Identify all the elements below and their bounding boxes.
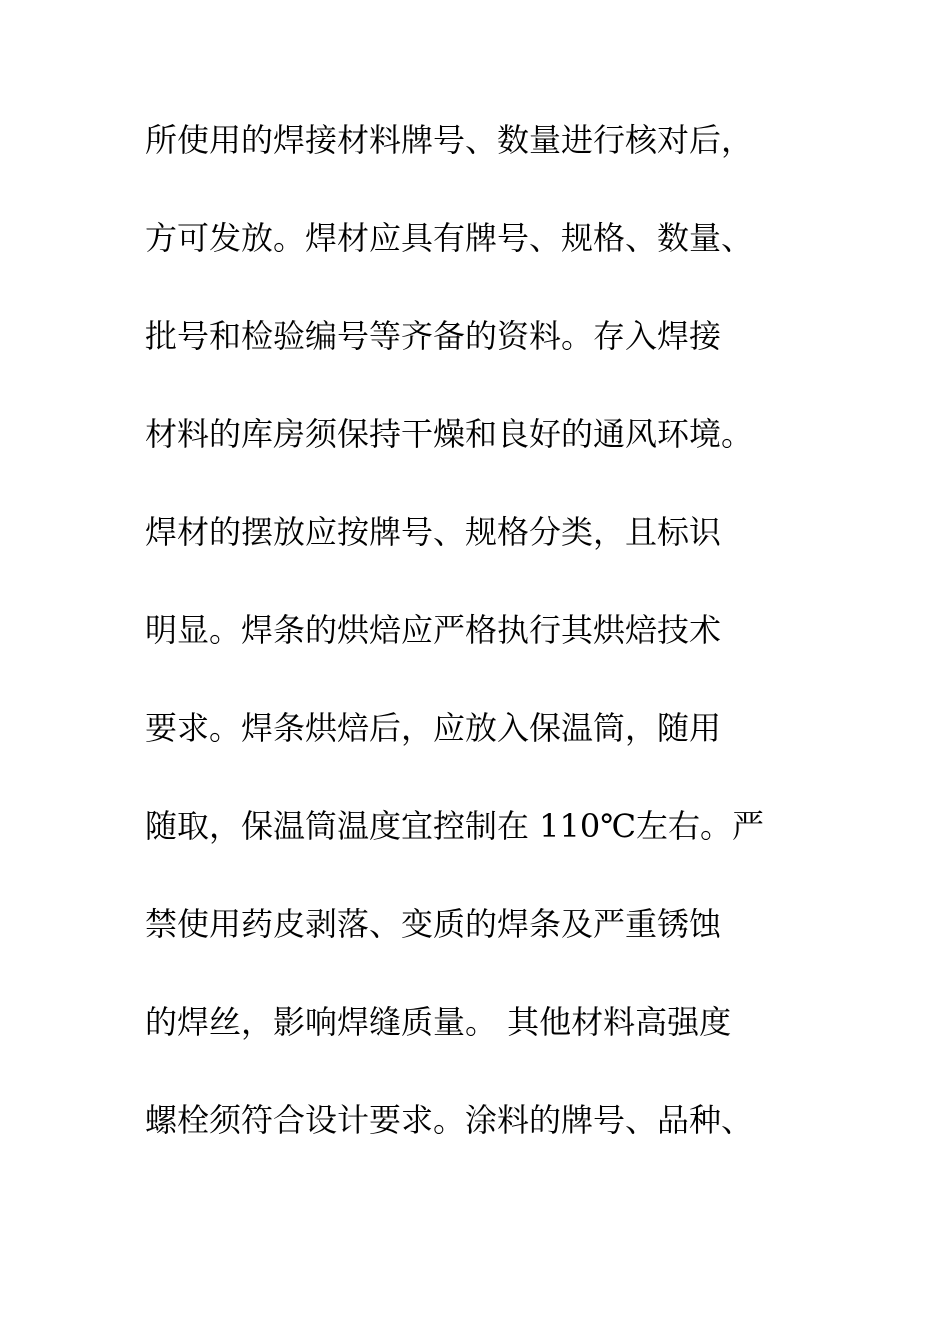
text-line-1: 所使用的焊接材料牌号、数量进行核对后， — [145, 121, 754, 159]
body-text — [145, 121, 845, 1202]
text-line-7: 要求。焊条烘焙后，应放入保温筒，随用 — [145, 709, 722, 747]
text-line-3: 批号和检验编号等齐备的资料。存入焊接 — [145, 317, 722, 355]
text-line-10: 的焊丝，影响焊缝质量。 其他材料高强度 — [145, 1003, 732, 1041]
text-line-6: 明显。焊条的烘焙应严格执行其烘焙技术 — [145, 611, 722, 649]
text-line-9: 禁使用药皮剥落、变质的焊条及严重锈蚀 — [145, 905, 722, 943]
text-line-5: 焊材的摆放应按牌号、规格分类，且标识 — [145, 513, 722, 551]
text-line-2: 方可发放。焊材应具有牌号、规格、数量、 — [145, 219, 754, 257]
text-line-11: 螺栓须符合设计要求。涂料的牌号、品种、 — [145, 1101, 754, 1139]
text-line-8: 随取，保温筒温度宜控制在 110℃左右。严 — [145, 807, 765, 845]
text-line-4: 材料的库房须保持干燥和良好的通风环境。 — [145, 415, 754, 453]
